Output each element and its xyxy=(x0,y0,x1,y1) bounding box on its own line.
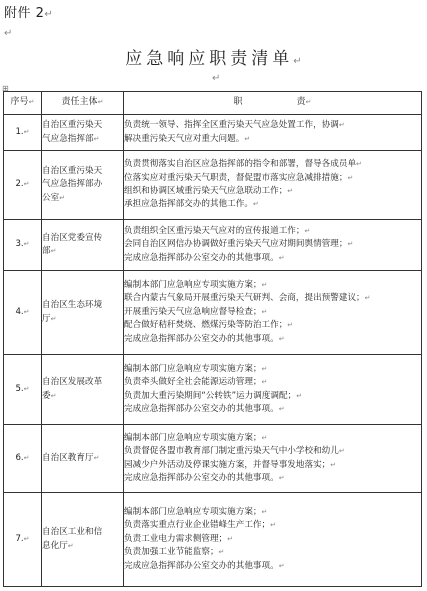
paragraph-mark-icon: ↵ xyxy=(338,447,345,456)
row-number-text: 4 xyxy=(15,306,21,317)
duty-line xyxy=(124,376,421,389)
subject-line xyxy=(42,299,123,312)
page-title-text: 应急响应职责清单 xyxy=(125,49,294,69)
paragraph-mark-icon: ↵ xyxy=(261,307,268,316)
duty-line xyxy=(124,560,421,573)
paragraph-mark-icon: ↵ xyxy=(23,453,30,462)
paragraph-mark-icon: ↵ xyxy=(287,187,294,195)
column-header-subject xyxy=(42,92,124,115)
duty-line xyxy=(124,546,421,559)
row-number-dot: . xyxy=(20,383,24,394)
paragraph-mark-icon: ↵ xyxy=(347,173,354,182)
row-number-dot: . xyxy=(20,126,24,137)
duty-line-text: 编制本部门应急响应专项实施方案； xyxy=(124,432,262,443)
duty-line-text: 完成应急指挥部办公室交办的其他事项。 xyxy=(124,472,279,483)
column-header-duties-text: 职 责 xyxy=(233,97,306,108)
column-header-number-text: 序号 xyxy=(10,97,29,108)
subject-line xyxy=(42,165,123,178)
duty-line xyxy=(124,292,421,305)
paragraph-mark-icon: ↵ xyxy=(50,314,57,323)
paragraph-mark-icon: ↵ xyxy=(304,226,311,235)
table-row xyxy=(4,425,422,493)
row-number xyxy=(4,355,42,425)
paragraph-mark-icon: ↵ xyxy=(50,247,57,255)
duty-line-text: 负责工业电力需求侧管理； xyxy=(124,533,228,544)
duty-line-text: 负责督促各盟市教育部门制定重污染天气中小学校和幼儿 xyxy=(124,446,339,457)
duty-line-text: 开展重污染天气应急响应督导检查； xyxy=(124,306,262,317)
paragraph-mark-icon: ↵ xyxy=(261,507,268,516)
paragraph-mark-icon: ↵ xyxy=(28,98,35,107)
responsible-subject xyxy=(42,220,124,271)
paragraph-mark-icon: ↵ xyxy=(278,334,285,343)
subject-line-text: 气应急指挥部办 xyxy=(42,179,103,190)
table-row xyxy=(4,493,422,587)
duty-line xyxy=(124,319,421,332)
paragraph-mark-icon: ↵ xyxy=(261,280,268,289)
paragraph-mark-icon: ↵ xyxy=(93,453,100,462)
row-number xyxy=(4,425,42,493)
duty-line xyxy=(124,519,421,532)
paragraph-mark-icon: ↵ xyxy=(97,98,104,107)
paragraph-mark-icon: ↵ xyxy=(296,391,303,400)
paragraph-mark-icon: ↵ xyxy=(67,541,74,550)
paragraph-mark-icon: ↵ xyxy=(50,391,57,400)
row-number xyxy=(4,115,42,151)
paragraph-mark-icon: ↵ xyxy=(4,28,13,39)
page-title xyxy=(0,44,427,69)
duty-line xyxy=(124,403,421,416)
duty-line xyxy=(124,390,421,403)
subject-line xyxy=(42,192,123,205)
subject-line xyxy=(42,245,123,258)
subject-line-text: 自治区发展改革 xyxy=(42,377,103,388)
column-header-number xyxy=(4,92,42,115)
duty-list xyxy=(124,151,422,220)
duty-line xyxy=(124,459,421,472)
paragraph-mark-icon: ↵ xyxy=(338,121,345,130)
paragraph-mark-icon: ↵ xyxy=(278,561,285,570)
paragraph-mark-icon: ↵ xyxy=(287,321,294,330)
table-row xyxy=(4,115,422,151)
duty-line xyxy=(124,238,421,251)
paragraph-mark-icon: ↵ xyxy=(293,56,302,67)
duty-list xyxy=(124,425,422,493)
duty-list xyxy=(124,115,422,151)
subject-line-text: 自治区生态环境 xyxy=(42,300,103,311)
duty-line-text: 负责牵头做好全社会能源运动管理； xyxy=(124,377,262,388)
duty-line-text: 组织和协调区域重污染天气应急联动工作； xyxy=(124,186,288,196)
duty-line-text: 解决重污染天气应对重大问题。 xyxy=(124,133,245,144)
paragraph-mark-icon: ↵ xyxy=(23,127,30,136)
duty-line-text: 负责加强工业节能监察； xyxy=(124,547,219,558)
subject-line xyxy=(42,540,123,553)
subject-line-text: 委 xyxy=(42,390,51,401)
table-row xyxy=(4,151,422,220)
paragraph-mark-icon: ↵ xyxy=(261,433,268,442)
table-row xyxy=(4,355,422,425)
paragraph-mark-icon: ↵ xyxy=(44,9,54,20)
row-number xyxy=(4,271,42,355)
attachment-label-text: 附件 2 xyxy=(4,6,45,21)
paragraph-mark-icon: ↵ xyxy=(252,200,259,209)
duty-line xyxy=(124,133,421,146)
subject-line-text: 息化厅 xyxy=(42,540,68,551)
row-number-text: 5 xyxy=(15,383,21,394)
duty-line-text: 承担应急指挥部交办的其他工作。 xyxy=(124,199,253,210)
subject-line xyxy=(42,133,123,146)
duty-line-text: 园减少户外活动及停课实施方案，并督导事发地落实； xyxy=(124,459,331,470)
subject-line xyxy=(42,232,123,245)
duty-line-text: 负责统一领导、指挥全区重污染天气应急处置工作，协调 xyxy=(124,120,339,131)
duty-line xyxy=(124,119,421,132)
duty-line-text: 完成应急指挥部办公室交办的其他事项。 xyxy=(124,403,279,414)
table-row xyxy=(4,220,422,271)
paragraph-mark-icon: ↵ xyxy=(278,473,285,482)
paragraph-mark-icon: ↵ xyxy=(23,384,30,393)
duty-line xyxy=(124,185,421,198)
paragraph-mark-icon: ↵ xyxy=(218,548,225,557)
subject-line-text: 厅 xyxy=(42,313,51,324)
subject-line xyxy=(42,526,123,539)
row-number xyxy=(4,220,42,271)
subject-line xyxy=(42,178,123,191)
row-number-dot: . xyxy=(20,239,24,250)
row-number-dot: . xyxy=(20,306,24,317)
row-number xyxy=(4,151,42,220)
table-row xyxy=(4,271,422,355)
duty-line xyxy=(124,333,421,346)
duty-line xyxy=(124,472,421,485)
paragraph-mark-icon: ↵ xyxy=(305,98,312,107)
paragraph-mark-icon: ↵ xyxy=(330,460,337,469)
paragraph-mark-icon: ↵ xyxy=(261,364,268,373)
duty-list xyxy=(124,355,422,425)
paragraph-mark-icon: ↵ xyxy=(261,378,268,387)
subject-line xyxy=(42,313,123,326)
row-number-dot: . xyxy=(20,452,24,463)
paragraph-mark-icon: ↵ xyxy=(23,534,30,543)
duty-line xyxy=(124,158,421,171)
paragraph-mark-icon: ↵ xyxy=(364,294,371,303)
subject-line-text: 自治区重污染天 xyxy=(42,120,103,131)
subject-line-text: 自治区教育厅 xyxy=(42,452,94,463)
row-number-text: 1 xyxy=(15,126,21,137)
row-number-text: 3 xyxy=(15,239,21,250)
subject-line-text: 自治区工业和信 xyxy=(42,527,103,538)
responsible-subject xyxy=(42,493,124,587)
duty-line xyxy=(124,172,421,185)
subject-line xyxy=(42,452,123,465)
duty-line xyxy=(124,306,421,319)
duty-line-text: 会同自治区网信办协调做好重污染天气应对期间舆情管理； xyxy=(124,239,348,250)
row-number-dot: . xyxy=(20,533,24,544)
duty-table xyxy=(3,91,422,587)
subject-line-text: 部 xyxy=(42,246,51,256)
row-number-text: 7 xyxy=(15,533,21,544)
row-number-text: 2 xyxy=(15,179,21,190)
duty-list xyxy=(124,271,422,355)
paragraph-mark-icon: ↵ xyxy=(23,307,30,316)
subject-line-text: 自治区党委宣传 xyxy=(42,232,103,243)
duty-line-text: 位落实应对重污染天气职责，督促盟市落实应急减排措施； xyxy=(124,172,348,183)
duty-line-text: 配合做好秸秆焚烧、燃煤污染等防治工作； xyxy=(124,320,288,331)
duty-line-text: 负责落实重点行业企业错峰生产工作； xyxy=(124,520,271,531)
duty-line-text: 编制本部门应急响应专项实施方案； xyxy=(124,506,262,517)
duty-line xyxy=(124,506,421,519)
duty-line-text: 编制本部门应急响应专项实施方案； xyxy=(124,279,262,290)
subject-line-text: 气应急指挥部 xyxy=(42,133,94,144)
paragraph-mark-icon: ↵ xyxy=(59,193,66,202)
paragraph-mark-icon: ↵ xyxy=(347,240,354,249)
paragraph-mark-icon: ↵ xyxy=(244,134,251,143)
duty-line-text: 联合内蒙古气象局开展重污染天气研判、会商，提出预警建议； xyxy=(124,293,365,304)
duty-line xyxy=(124,533,421,546)
duty-line-text: 完成应急指挥部办公室交办的其他事项。 xyxy=(124,333,279,344)
duty-line-text: 负责加大重污染期间“公转铁”运力调度调配； xyxy=(124,390,297,401)
responsible-subject xyxy=(42,355,124,425)
row-number-text: 6 xyxy=(15,452,21,463)
subject-line-text: 公室 xyxy=(42,192,60,203)
duty-line xyxy=(124,252,421,265)
paragraph-mark-icon: ↵ xyxy=(227,534,234,543)
row-number-dot: . xyxy=(20,179,24,190)
responsible-subject xyxy=(42,425,124,493)
subject-line xyxy=(42,376,123,389)
paragraph-mark-icon: ↵ xyxy=(23,240,30,249)
column-header-duties xyxy=(124,92,422,115)
duty-line-text: 负责组织全区重污染天气应对的宣传报道工作； xyxy=(124,225,305,236)
duty-line xyxy=(124,432,421,445)
duty-list xyxy=(124,220,422,271)
attachment-label xyxy=(4,2,53,21)
responsible-subject xyxy=(42,115,124,151)
table-header-row xyxy=(4,92,422,115)
paragraph-mark-icon: ↵ xyxy=(278,253,285,262)
column-header-subject-text: 责任主体 xyxy=(61,97,98,108)
responsible-subject xyxy=(42,151,124,220)
paragraph-mark-icon: ↵ xyxy=(270,521,276,530)
responsible-subject xyxy=(42,271,124,355)
duty-line xyxy=(124,279,421,292)
duty-line-text: 编制本部门应急响应专项实施方案； xyxy=(124,363,262,374)
subject-line xyxy=(42,390,123,403)
duty-line xyxy=(124,225,421,238)
subject-line-text: 自治区重污染天 xyxy=(42,165,103,176)
duty-list xyxy=(124,493,422,587)
duty-line-text: 完成应急指挥部办公室交办的其他事项。 xyxy=(124,252,279,263)
duty-line xyxy=(124,198,421,211)
paragraph-mark-icon: ↵ xyxy=(93,134,100,143)
duty-line-text: 完成应急指挥部办公室交办的其他事项。 xyxy=(124,560,279,571)
paragraph-mark-icon: ↵ xyxy=(278,404,285,413)
duty-line-text: 负责贯彻落实自治区应急指挥部的指令和部署，督导各成员单 xyxy=(124,159,357,170)
row-number xyxy=(4,493,42,587)
duty-line xyxy=(124,445,421,458)
table-anchor-icon: ⊞ xyxy=(2,84,9,93)
paragraph-mark-icon: ↵ xyxy=(212,73,221,84)
paragraph-mark-icon: ↵ xyxy=(23,180,30,189)
duty-line xyxy=(124,363,421,376)
paragraph-mark-icon: ↵ xyxy=(356,160,362,169)
subject-line xyxy=(42,119,123,132)
